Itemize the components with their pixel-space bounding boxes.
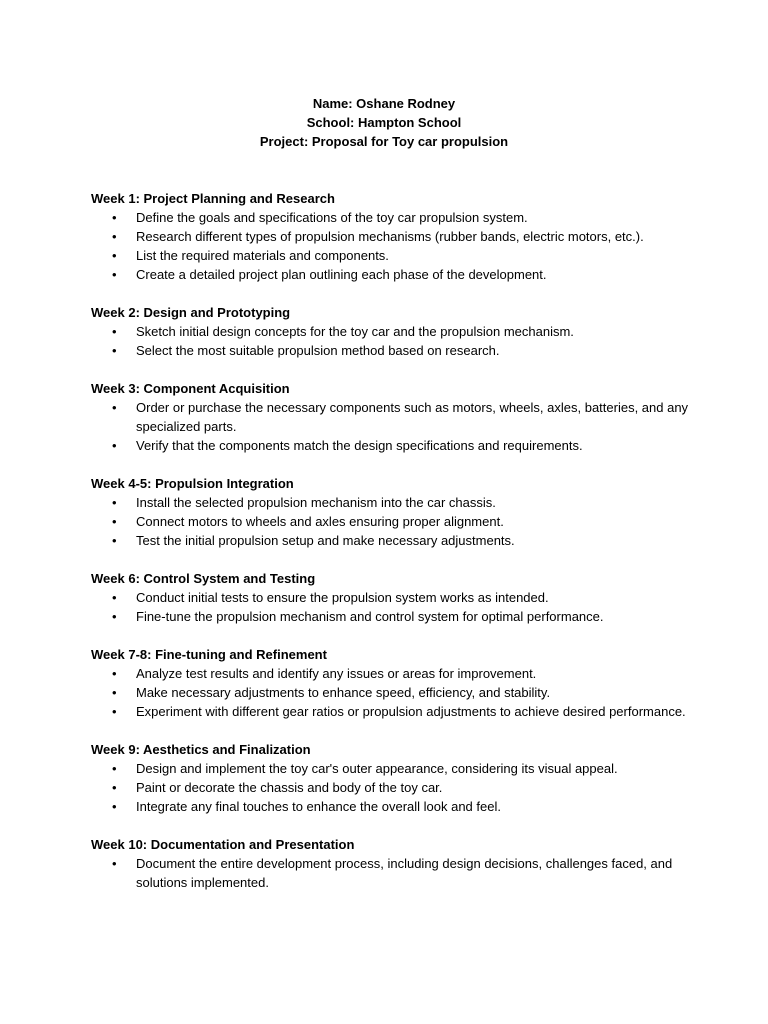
bullet-icon: • <box>112 495 117 510</box>
task-text: Research different types of propulsion mechanisms (rubber bands, electric motors, etc.). <box>136 229 644 244</box>
task-list <box>91 208 691 284</box>
bullet-icon: • <box>112 229 117 244</box>
task-text: Experiment with different gear ratios or propulsion adjustments to achieve desired performance. <box>136 704 686 719</box>
task-text: Install the selected propulsion mechanism into the car chassis. <box>136 495 496 510</box>
task-item <box>91 493 691 512</box>
week-title: Week 10: Documentation and Presentation <box>91 837 355 852</box>
task-item <box>91 778 691 797</box>
task-item <box>91 588 691 607</box>
task-list <box>91 398 691 455</box>
task-item <box>91 854 691 892</box>
bullet-icon: • <box>112 267 117 282</box>
task-text: Integrate any final touches to enhance the overall look and feel. <box>136 799 501 814</box>
task-item <box>91 322 691 341</box>
task-text: Connect motors to wheels and axles ensuring proper alignment. <box>136 514 504 529</box>
week-section <box>91 474 691 550</box>
bullet-icon: • <box>112 685 117 700</box>
task-item <box>91 398 691 436</box>
task-text: Document the entire development process, including design decisions, challenges faced, and solutions implemented. <box>136 856 673 890</box>
week-title: Week 9: Aesthetics and Finalization <box>91 742 311 757</box>
task-text: Test the initial propulsion setup and make necessary adjustments. <box>136 533 515 548</box>
task-list <box>91 664 691 721</box>
week-title: Week 3: Component Acquisition <box>91 381 290 396</box>
task-item <box>91 683 691 702</box>
task-text: Paint or decorate the chassis and body of the toy car. <box>136 780 443 795</box>
task-text: Verify that the components match the design specifications and requirements. <box>136 438 583 453</box>
bullet-icon: • <box>112 210 117 225</box>
week-section <box>91 569 691 626</box>
task-item <box>91 341 691 360</box>
week-section <box>91 379 691 455</box>
week-section <box>91 835 691 892</box>
task-item <box>91 607 691 626</box>
task-text: Order or purchase the necessary components such as motors, wheels, axles, batteries, and any specialized parts. <box>136 400 689 434</box>
bullet-icon: • <box>112 799 117 814</box>
task-item <box>91 759 691 778</box>
task-text: Sketch initial design concepts for the toy car and the propulsion mechanism. <box>136 324 574 339</box>
task-list <box>91 854 691 892</box>
task-text: Conduct initial tests to ensure the propulsion system works as intended. <box>136 590 549 605</box>
task-text: Select the most suitable propulsion method based on research. <box>136 343 500 358</box>
bullet-icon: • <box>112 761 117 776</box>
task-item <box>91 531 691 550</box>
bullet-icon: • <box>112 780 117 795</box>
week-section <box>91 740 691 816</box>
week-title: Week 7-8: Fine-tuning and Refinement <box>91 647 327 662</box>
task-item <box>91 702 691 721</box>
task-text: Design and implement the toy car's outer appearance, considering its visual appeal. <box>136 761 618 776</box>
week-title: Week 1: Project Planning and Research <box>91 191 335 206</box>
document-header <box>0 94 768 151</box>
task-text: Analyze test results and identify any issues or areas for improvement. <box>136 666 537 681</box>
student-name: Name: Oshane Rodney <box>312 96 456 111</box>
bullet-icon: • <box>112 324 117 339</box>
bullet-icon: • <box>112 343 117 358</box>
task-list <box>91 759 691 816</box>
task-item <box>91 436 691 455</box>
week-title: Week 2: Design and Prototyping <box>91 305 291 320</box>
task-text: Make necessary adjustments to enhance speed, efficiency, and stability. <box>136 685 551 700</box>
task-text: Define the goals and specifications of the toy car propulsion system. <box>136 210 528 225</box>
task-item <box>91 512 691 531</box>
task-list <box>91 322 691 360</box>
task-item <box>91 265 691 284</box>
bullet-icon: • <box>112 856 117 871</box>
bullet-icon: • <box>112 438 117 453</box>
weekly-plan <box>91 189 691 911</box>
task-item <box>91 246 691 265</box>
bullet-icon: • <box>112 400 117 415</box>
week-title: Week 4-5: Propulsion Integration <box>91 476 294 491</box>
week-section <box>91 645 691 721</box>
task-item <box>91 797 691 816</box>
bullet-icon: • <box>112 533 117 548</box>
task-item <box>91 208 691 227</box>
school-name: School: Hampton School <box>306 115 462 130</box>
task-list <box>91 588 691 626</box>
week-title: Week 6: Control System and Testing <box>91 571 316 586</box>
task-text: Fine-tune the propulsion mechanism and control system for optimal performance. <box>136 609 604 624</box>
bullet-icon: • <box>112 590 117 605</box>
task-list <box>91 493 691 550</box>
task-item <box>91 227 691 246</box>
task-item <box>91 664 691 683</box>
bullet-icon: • <box>112 248 117 263</box>
bullet-icon: • <box>112 514 117 529</box>
task-text: List the required materials and components. <box>136 248 389 263</box>
project-title: Project: Proposal for Toy car propulsion <box>259 134 509 149</box>
bullet-icon: • <box>112 666 117 681</box>
bullet-icon: • <box>112 704 117 719</box>
task-text: Create a detailed project plan outlining each phase of the development. <box>136 267 547 282</box>
week-section <box>91 303 691 360</box>
week-section <box>91 189 691 284</box>
bullet-icon: • <box>112 609 117 624</box>
